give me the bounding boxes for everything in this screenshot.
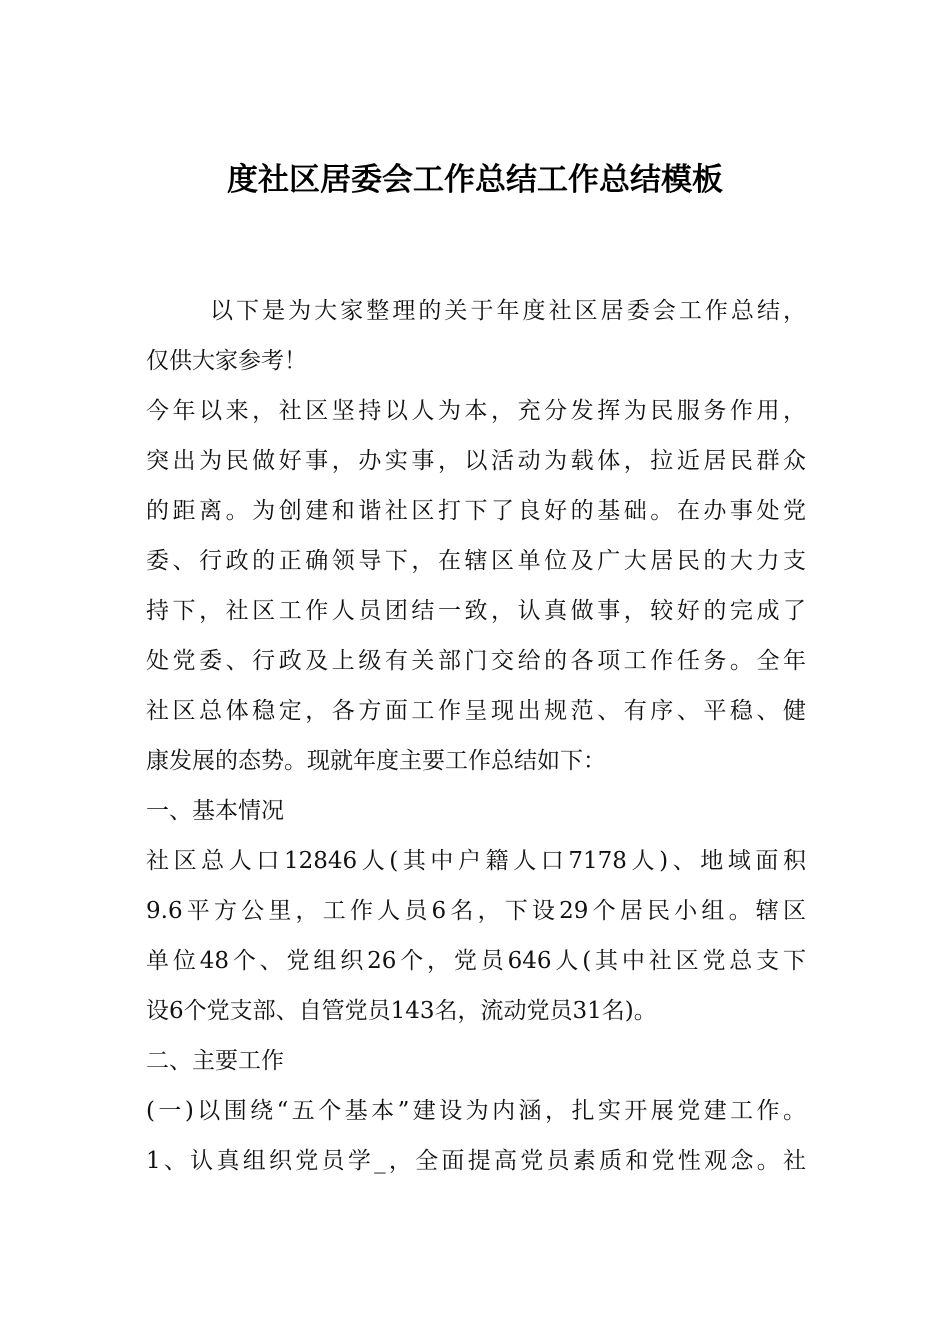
paragraph-line: 以下是为大家整理的关于年度社区居委会工作总结，: [210, 298, 806, 324]
paragraph-line: 社区总体稳定，各方面工作呈现出规范、有序、平稳、健: [146, 698, 806, 724]
paragraph-line: 仅供大家参考！: [146, 348, 307, 374]
section-heading: 二、主要工作: [146, 1048, 284, 1074]
paragraph-line: 的距离。为创建和谐社区打下了良好的基础。在办事处党: [146, 498, 806, 524]
section-heading: 一、基本情况: [146, 798, 284, 824]
paragraph-line: 设6个党支部、自管党员143名，流动党员31名)。: [146, 998, 657, 1024]
paragraph-line: 突出为民做好事，办实事，以活动为载体，拉近居民群众: [146, 448, 806, 474]
paragraph-line: 1、认真组织党员学_，全面提高党员素质和党性观念。社: [146, 1148, 806, 1174]
paragraph-line: 持下，社区工作人员团结一致，认真做事，较好的完成了: [146, 598, 806, 624]
document-title: 度社区居委会工作总结工作总结模板: [227, 162, 723, 198]
paragraph-line: 康发展的态势。现就年度主要工作总结如下：: [146, 748, 606, 774]
document-body: [146, 286, 806, 1186]
paragraph-line: 今年以来，社区坚持以人为本，充分发挥为民服务作用，: [146, 398, 806, 424]
paragraph-line: 处党委、行政及上级有关部门交给的各项工作任务。全年: [146, 648, 806, 674]
paragraph-line: 社区总人口12846人(其中户籍人口7178人)、地域面积: [146, 848, 806, 874]
paragraph-line: 委、行政的正确领导下，在辖区单位及广大居民的大力支: [146, 548, 806, 574]
paragraph-line: 9.6平方公里，工作人员6名，下设29个居民小组。辖区: [146, 898, 806, 924]
subsection-heading: (一)以围绕“五个基本”建设为内涵，扎实开展党建工作。: [146, 1098, 806, 1124]
paragraph-line: 单位48个、党组织26个，党员646人(其中社区党总支下: [146, 948, 806, 974]
